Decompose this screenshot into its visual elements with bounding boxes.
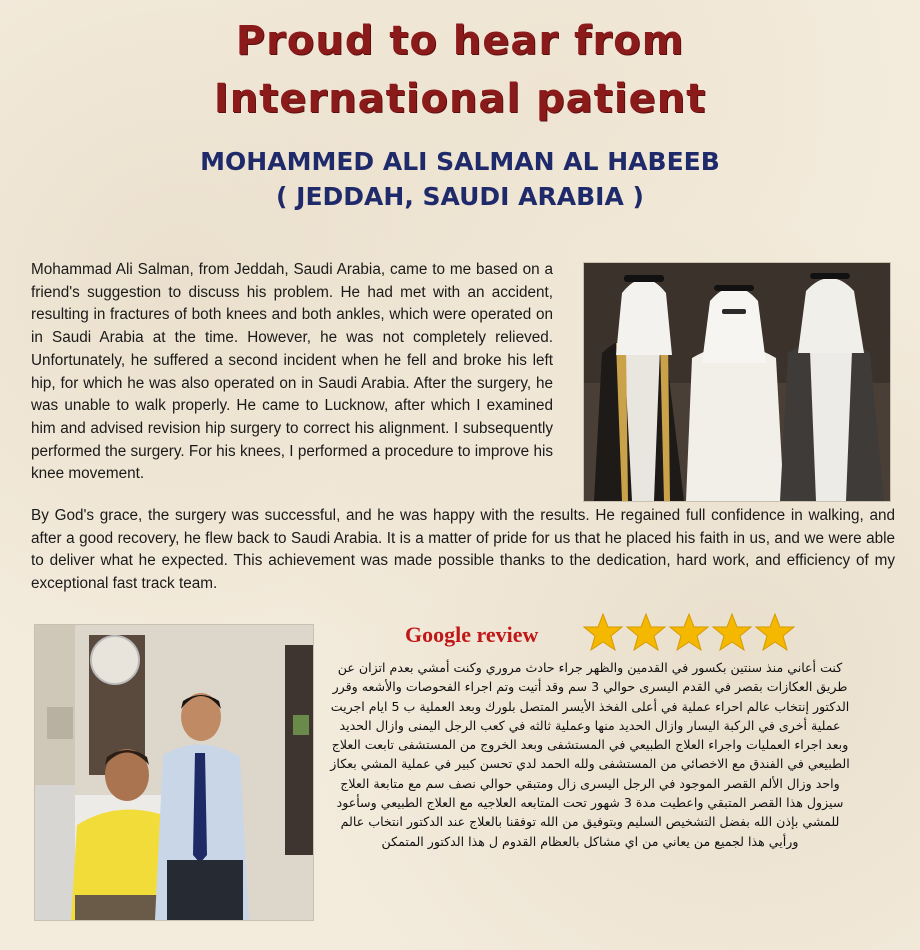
patient-doctor-image — [35, 625, 313, 920]
group-photo-image — [584, 263, 890, 501]
star-icon — [713, 614, 751, 650]
main-heading-line2: International patient — [213, 76, 707, 122]
arabic-review-text — [330, 658, 850, 851]
story-paragraph-2: By God's grace, the surgery was successful, and he was happy with the results. He regained full confidence in walking, and after a good recovery, he flew back to Saudi Arabia. It is a matter of pride for us that he placed his faith in us, and we were able to deliver what he expected. This achievement was made possible thanks to the dedication, hard work, and efficiency of my exceptional fast track team. — [31, 507, 895, 593]
arabic-review-paragraph-1: كنت أعاني منذ سنتين بكسور في القدمين والظهر جراء حادث مروري وكنت أمشي بعدم اتزان عن طريق العكازات بقصر في القدم اليسرى حوالي 3 سم وقد أتيت وتم اجراء الفحوصات والأشعه وقرر الدكتور إنتخاب عالم احراء عملية في أعلى الفخذ الأيسر المتصل بلورك وبعد العملية ب 5 ايام اجريت عملية أخرى في الركبة اليسار وازال الحديد منها وعملية ثالثه في كعب الرجل اليمنى وازال الحديد — [330, 660, 850, 733]
story-paragraph-1: Mohammad Ali Salman, from Jeddah, Saudi Arabia, came to me based on a friend's suggestion to discuss his problem. He had met with an accident, resulting in fractures of both knees and both ankles, which were operated on in Saudi Arabia at the time. However, he was not completely relieved. Unfortunately, he suffered a second incident when he fell and broke his left hip, for which he was also operated on in Saudi Arabia. After the surgery, he was unable to walk properly. He came to Lucknow, after which I examined him and advised revision hip surgery to correct his alignment. I subsequently performed the surgery. For his knees, I performed a procedure to improve his knee movement. — [31, 261, 553, 483]
arabic-review-paragraph-2: وبعد اجراء العمليات واجراء العلاج الطبيعي في المستشفى وبعد الخروج من المستشفى تابعت العلاج الطبيعي في الفندق مع الاخصائي من المستشفى ولله الحمد لدي تحسن كبير في عملية المشي بعكاز واحد وزال الألم القصر الموجود في الرجل اليسرى زال ومتبقي حوالي نصف سم مع متابعة العلاج سيزول هذا القصر المتبقي واعطيت مدة 3 شهور تحت المتابعه العلاجيه مع العلاج الطبيعي وسأعود للمشي بإذن الله بفضل التشخيص السليم وبتوفيق من الله توفقنا بالعلاج عند الدكتور انتخاب عالم ورأيي هذا لجميع من يعاني من اي مشاكل بالعظام القدوم ل هذا الدكتور المتمكن — [330, 737, 850, 849]
five-star-rating — [583, 612, 798, 652]
google-review-title: Google review — [405, 622, 539, 647]
patient-location: ( JEDDAH, SAUDI ARABIA ) — [276, 182, 644, 211]
star-icon — [670, 614, 708, 650]
star-icon — [627, 614, 665, 650]
star-icon — [756, 614, 794, 650]
patient-name: MOHAMMED ALI SALMAN AL HABEEB — [200, 147, 720, 176]
patient-doctor-photo — [34, 624, 314, 921]
group-photo — [583, 262, 891, 502]
star-icon — [584, 614, 622, 650]
main-heading-line1: Proud to hear from — [235, 18, 685, 64]
